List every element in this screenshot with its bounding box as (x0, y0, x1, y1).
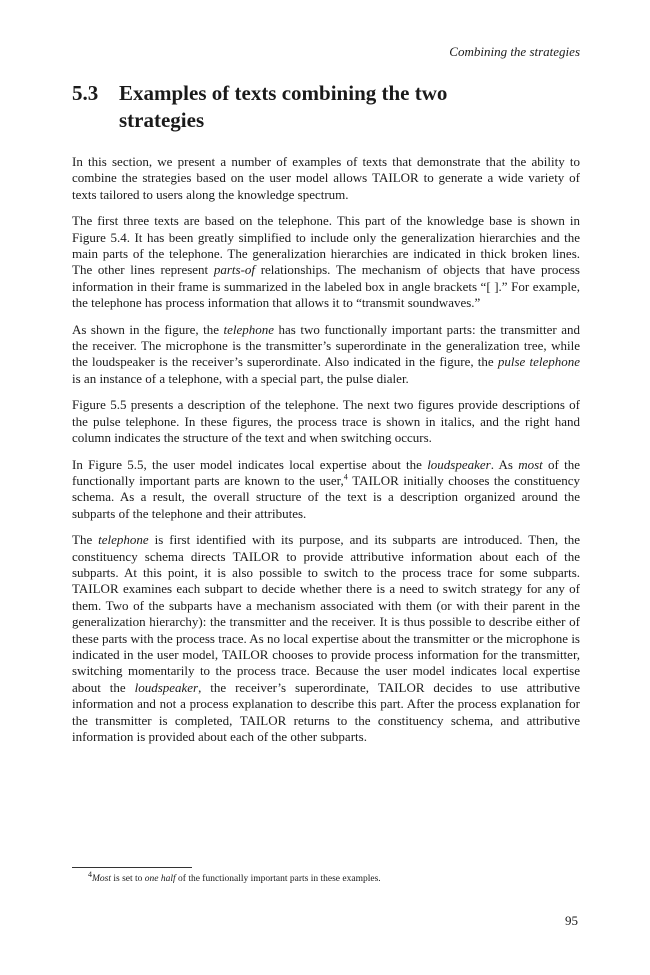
text-run: of the functionally important parts in these examples. (175, 874, 381, 884)
emphasis: loudspeaker (427, 456, 491, 472)
text-run: The (72, 532, 99, 548)
text-run: As shown in the figure, the (72, 321, 224, 337)
paragraph-2 (72, 213, 580, 311)
footnote-rule (72, 867, 192, 868)
system-name: TAILOR (221, 646, 269, 662)
text-run: . As (490, 456, 519, 472)
text-run: In this section, we present a number of examples of texts that demonstrate that the ability to combine the strategies based on the user model allows (72, 154, 580, 186)
text-run: initially chooses the constituency schema. As a result, the overall structure of the text is a description organized around the subparts of the telephone and their attributes. (72, 472, 580, 521)
footnote-mark: 4 (88, 869, 92, 879)
paragraph-3 (72, 322, 580, 388)
section-title (72, 80, 512, 134)
emphasis: parts-of (213, 262, 256, 278)
system-name: TAILOR (352, 472, 399, 488)
text-run: is set to (111, 874, 145, 884)
text-run: has two functionally important parts: the transmitter and the receiver. The microphone is the transmitter’s superordinate in the generalization tree, while the loudspeaker is the receiver’s superordinate. Also indicated in the figure, the (72, 321, 580, 370)
text-run: In Figure 5.5, the user model indicates local expertise about the (72, 456, 428, 472)
section-title-line2: strategies (119, 108, 205, 132)
system-name: TAILOR (372, 170, 419, 186)
emphasis: pulse telephone (497, 354, 580, 370)
paragraph-1 (72, 154, 580, 203)
footnote-reference: 4 (343, 472, 348, 482)
text-run: is first identified with its purpose, and its subparts are introduced. Then, the constituency schema directs (72, 532, 580, 564)
section-title-line1: Examples of texts combining the two (119, 81, 448, 105)
system-name: TAILOR (232, 548, 280, 564)
page-number: 95 (565, 913, 578, 928)
emphasis: loudspeaker (134, 679, 199, 695)
body-text (72, 154, 580, 755)
emphasis: Most (92, 874, 111, 884)
running-head: Combining the strategies (449, 44, 580, 59)
section-number: 5.3 (72, 81, 99, 105)
text-run: of the functionally important parts are known to the user, (72, 456, 580, 488)
text-run: returns to the constituency schema, and attributive information is provided about each of the other subparts. (72, 712, 581, 744)
system-name: TAILOR (72, 581, 119, 597)
paragraph-5 (72, 457, 580, 523)
text-run: is an instance of a telephone, with a special part, the pulse dialer. (72, 370, 409, 386)
paragraph-4 (72, 397, 580, 446)
text-run: to generate a wide variety of texts tailored to users along the knowledge spectrum. (72, 170, 580, 202)
text-run: chooses to provide process information for the transmitter, switching momentarily to the process trace. Because the user model indicates local expertise about the (72, 646, 581, 695)
emphasis: telephone (223, 321, 275, 337)
system-name: TAILOR (239, 712, 287, 728)
emphasis: most (518, 456, 543, 472)
text-run: The first three texts are based on the telephone. This part of the knowledge base is shown in Figure 5.4. It has been greatly simplified to include only the generalization hierarchies and the main parts of the telephone. The generalization hierarchies are indicated in thick broken lines. The other lines represent (72, 213, 580, 278)
emphasis: one half (144, 874, 176, 884)
text-run: decides to use attributive information and not a process explanation to describe this part. After the process explanation for the transmitter is completed, (72, 679, 580, 728)
text-run: , the receiver’s superordinate, (198, 679, 378, 695)
text-run: relationships. The mechanism of objects that have process information in their frame is summarized in the labeled box in angle brackets “[ ].” For example, the telephone has process information that allows it to “transmit soundwaves.” (72, 262, 580, 311)
text-run: Figure 5.5 presents a description of the telephone. The next two figures provide descriptions of the pulse telephone. In these figures, the process trace is shown in italics, and the right hand column indicates the structure of the text and when switching occurs. (72, 397, 580, 446)
text-run: to provide attributive information about each of the subparts. At this point, it is also possible to switch to the process trace for some subparts. (72, 548, 581, 580)
footnote (88, 869, 578, 885)
paragraph-6 (72, 532, 580, 745)
system-name: TAILOR (377, 679, 425, 695)
emphasis: telephone (98, 532, 149, 548)
text-run: examines each subpart to decide whether there is a need to switch strategy for any of them. Two of the subparts have a mechanism associated with them (or with their parent in the generalization hierarchy): the transmitter and the receiver. It is thus possible to describe either of these parts with the process trace. As no local expertise about the transmitter or the microphone is indicated in the user model, (72, 581, 580, 662)
